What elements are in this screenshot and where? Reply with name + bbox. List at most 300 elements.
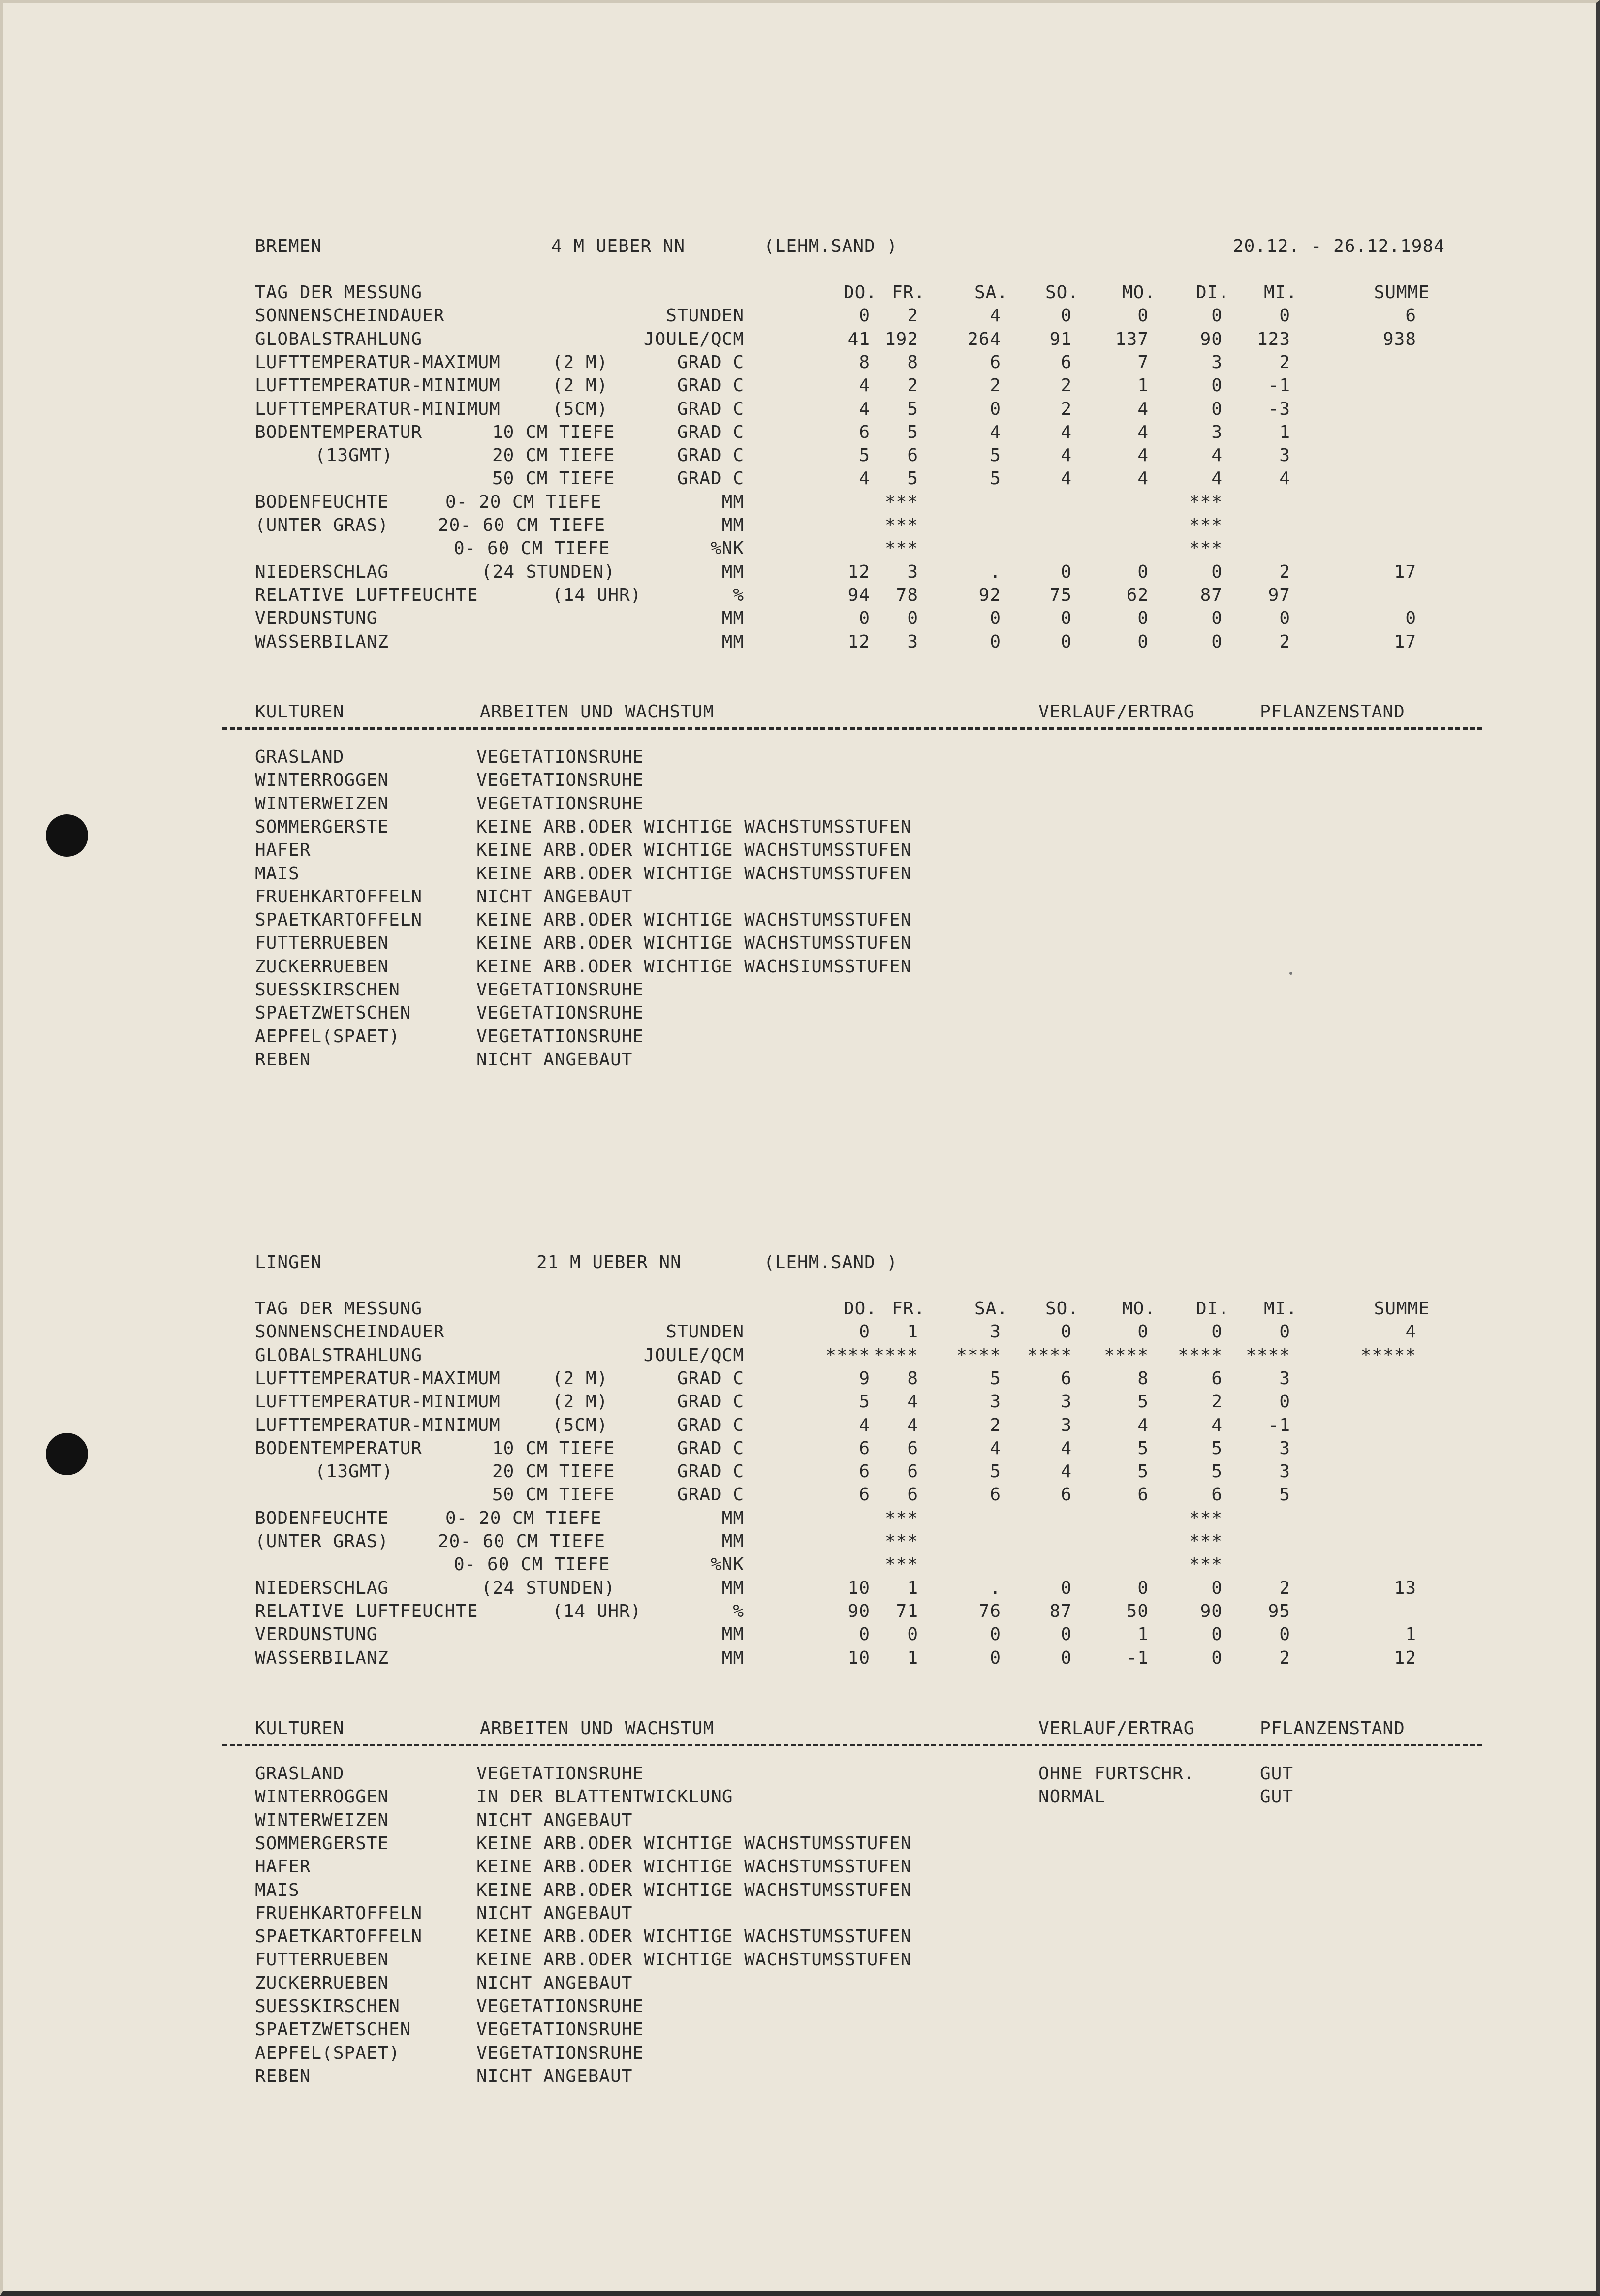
crop-name: GRASLAND (255, 747, 345, 767)
crop-name: SPAETZWETSCHEN (255, 2019, 411, 2040)
cell-value: 4 (1061, 468, 1072, 489)
cell-value: 4 (1137, 445, 1149, 466)
day-header: DO. (843, 282, 877, 303)
crop-activity: KEINE ARB.ODER WICHTIGE WACHSTUMSSTUFEN (476, 1950, 912, 1970)
crop-activity: KEINE ARB.ODER WICHTIGE WACHSTUMSSTUFEN (476, 933, 912, 954)
day-header: SO. (1045, 282, 1079, 303)
row-sublabel: (2 M) (552, 1368, 608, 1389)
cell-value: 4 (859, 468, 870, 489)
sum-value: 0 (1405, 608, 1416, 629)
crop-activity: VEGETATIONSRUHE (476, 2043, 644, 2063)
separator-line (222, 1744, 1482, 1746)
station-soil-type: (LEHM.SAND ) (764, 236, 898, 256)
row-label: BODENFEUCHTE (255, 492, 389, 512)
separator-line (222, 727, 1482, 730)
cell-value: *** (1189, 1554, 1223, 1575)
cell-value: 5 (1137, 1392, 1149, 1412)
row-sublabel: 10 CM TIEFE (492, 422, 615, 442)
cell-value: 0 (859, 1322, 870, 1342)
sum-value: 4 (1405, 1322, 1416, 1342)
cell-value: 90 (1200, 1601, 1223, 1621)
crop-name: FRUEHKARTOFFELN (255, 886, 423, 907)
row-unit: GRAD C (677, 1438, 744, 1458)
crop-name: WINTERWEIZEN (255, 1810, 389, 1831)
row-unit: MM (722, 1578, 744, 1598)
crop-activity: VEGETATIONSRUHE (476, 1003, 644, 1024)
cell-value: 6 (1137, 1485, 1149, 1505)
row-unit: %NK (710, 538, 744, 559)
cell-value: -1 (1268, 375, 1290, 396)
cell-value: **** (1027, 1345, 1072, 1365)
row-sublabel: (5CM) (552, 1415, 608, 1435)
row-sublabel: 10 CM TIEFE (492, 1438, 615, 1458)
cell-value: 0 (1061, 1624, 1072, 1645)
cell-value: 76 (978, 1601, 1001, 1621)
cell-value: 4 (1137, 1415, 1149, 1435)
cell-value: 90 (1200, 329, 1223, 349)
crop-activity: VEGETATIONSRUHE (476, 1996, 644, 2017)
cell-value: 0 (1137, 306, 1149, 326)
row-sublabel: (24 STUNDEN) (481, 561, 616, 582)
cell-value: 0 (1137, 1578, 1149, 1598)
day-header: SO. (1045, 1299, 1079, 1319)
cell-value: 5 (859, 445, 870, 466)
cell-value: 2 (907, 375, 918, 396)
crop-name: SPAETKARTOFFELN (255, 910, 423, 931)
cell-value: 0 (1061, 1578, 1072, 1598)
sum-value: 17 (1394, 631, 1416, 652)
cell-value: *** (884, 1554, 918, 1575)
cell-value: 0 (1211, 1624, 1223, 1645)
cell-value: 6 (990, 352, 1001, 372)
day-header: SA. (974, 282, 1008, 303)
cell-value: 3 (1279, 1461, 1290, 1482)
crop-name: WINTERWEIZEN (255, 793, 389, 814)
cell-value: 4 (1061, 422, 1072, 442)
sum-value: 13 (1394, 1578, 1416, 1598)
crop-name: WINTERROGGEN (255, 770, 389, 791)
cell-value: 0 (1211, 306, 1223, 326)
cell-value: 4 (990, 1438, 1001, 1458)
cell-value: 2 (1279, 352, 1290, 372)
cell-value: 1 (1137, 375, 1149, 396)
paper-speck (1289, 972, 1292, 975)
cell-value: 0 (1211, 1322, 1223, 1342)
row-unit: GRAD C (677, 1485, 744, 1505)
row-unit: JOULE/QCM (643, 1345, 744, 1365)
row-sublabel: 20- 60 CM TIEFE (438, 515, 606, 535)
report-period: 20.12. - 26.12.1984 (1233, 236, 1445, 256)
cell-value: 2 (990, 1415, 1001, 1435)
cell-value: 12 (847, 561, 870, 582)
cell-value: *** (884, 492, 918, 512)
cell-value: 4 (990, 306, 1001, 326)
row-sublabel: (2 M) (552, 1392, 608, 1412)
row-label: LUFTTEMPERATUR-MINIMUM (255, 1415, 501, 1435)
sum-value: 6 (1405, 306, 1416, 326)
cell-value: 0 (990, 631, 1001, 652)
cell-value: 0 (1061, 1322, 1072, 1342)
cell-value: 0 (859, 1624, 870, 1645)
cell-value: 6 (1061, 1485, 1072, 1505)
cell-value: 6 (907, 1438, 918, 1458)
cell-value: 50 (1126, 1601, 1149, 1621)
cell-value: 5 (907, 468, 918, 489)
punch-hole-lower (46, 1433, 88, 1475)
crop-state: GUT (1260, 1787, 1294, 1807)
cell-value: 87 (1200, 585, 1223, 605)
cell-value: 0 (1279, 1322, 1290, 1342)
cell-value: 0 (1211, 375, 1223, 396)
cell-value: -1 (1126, 1647, 1149, 1668)
cell-value: 91 (1049, 329, 1072, 349)
row-sublabel: 20 CM TIEFE (492, 1461, 615, 1482)
cell-value: 192 (884, 329, 918, 349)
crop-activity: KEINE ARB.ODER WICHTIGE WACHSTUMSSTUFEN (476, 840, 912, 861)
row-label: GLOBALSTRAHLUNG (255, 329, 423, 349)
crop-name: FRUEHKARTOFFELN (255, 1903, 423, 1924)
cell-value: 0 (990, 1647, 1001, 1668)
row-label: LUFTTEMPERATUR-MAXIMUM (255, 352, 501, 372)
cell-value: 92 (978, 585, 1001, 605)
cell-value: -3 (1268, 399, 1290, 419)
row-sublabel: 0- 20 CM TIEFE (445, 492, 602, 512)
crop-activity: KEINE ARB.ODER WICHTIGE WACHSTUMSSTUFEN (476, 1880, 912, 1900)
cell-value: 5 (990, 445, 1001, 466)
sum-header: SUMME (1374, 282, 1430, 303)
cell-value: 2 (1279, 1578, 1290, 1598)
cell-value: 5 (1211, 1438, 1223, 1458)
row-sublabel: 20 CM TIEFE (492, 445, 615, 466)
cell-value: 1 (907, 1322, 918, 1342)
cell-value: *** (884, 515, 918, 535)
row-label: VERDUNSTUNG (255, 1624, 378, 1645)
crop-name: HAFER (255, 840, 311, 861)
crops-header-work: ARBEITEN UND WACHSTUM (480, 702, 715, 722)
crop-activity: VEGETATIONSRUHE (476, 770, 644, 791)
row-unit: STUNDEN (666, 1322, 744, 1342)
cell-value: 4 (1211, 445, 1223, 466)
cell-value: *** (1189, 1531, 1223, 1551)
cell-value: 0 (859, 608, 870, 629)
station-name: BREMEN (255, 236, 322, 256)
row-unit: MM (722, 1647, 744, 1668)
day-header: DO. (843, 1299, 877, 1319)
cell-value: 78 (896, 585, 918, 605)
table-label: TAG DER MESSUNG (255, 1299, 423, 1319)
day-header: FR. (891, 1299, 925, 1319)
crop-name: SOMMERGERSTE (255, 1833, 389, 1854)
crops-header-state: PFLANZENSTAND (1260, 1718, 1405, 1738)
cell-value: 0 (1279, 1392, 1290, 1412)
sum-header: SUMME (1374, 1299, 1430, 1319)
cell-value: 5 (1137, 1438, 1149, 1458)
crop-name: MAIS (255, 863, 300, 884)
row-unit: MM (722, 492, 744, 512)
crop-activity: KEINE ARB.ODER WICHTIGE WACHSTUMSSTUFEN (476, 816, 912, 837)
cell-value: 264 (967, 329, 1001, 349)
cell-value: 5 (859, 1392, 870, 1412)
crop-activity: IN DER BLATTENTWICKLUNG (476, 1787, 733, 1807)
cell-value: 4 (859, 399, 870, 419)
row-sublabel: 0- 20 CM TIEFE (445, 1508, 602, 1528)
crops-header-course: VERLAUF/ERTRAG (1038, 1718, 1195, 1738)
cell-value: 90 (847, 1601, 870, 1621)
station-name: LINGEN (255, 1252, 322, 1272)
row-unit: GRAD C (677, 352, 744, 372)
cell-value: 6 (990, 1485, 1001, 1505)
cell-value: 0 (1211, 1647, 1223, 1668)
cell-value: 0 (1061, 561, 1072, 582)
cell-value: 95 (1268, 1601, 1290, 1621)
cell-value: 1 (1279, 422, 1290, 442)
crop-name: FUTTERRUEBEN (255, 1950, 389, 1970)
crop-course: NORMAL (1038, 1787, 1106, 1807)
cell-value: 3 (1211, 422, 1223, 442)
cell-value: 2 (1279, 561, 1290, 582)
day-header: FR. (891, 282, 925, 303)
day-header: SA. (974, 1299, 1008, 1319)
cell-value: 0 (1211, 561, 1223, 582)
crop-name: MAIS (255, 1880, 300, 1900)
cell-value: 0 (1061, 1647, 1072, 1668)
row-unit: GRAD C (677, 468, 744, 489)
row-sublabel: 0- 60 CM TIEFE (454, 538, 610, 559)
cell-value: 0 (1279, 1624, 1290, 1645)
crop-name: AEPFEL(SPAET) (255, 1026, 400, 1047)
cell-value: 3 (907, 561, 918, 582)
cell-value: 4 (1137, 399, 1149, 419)
crop-name: SUESSKIRSCHEN (255, 1996, 400, 2017)
crop-name: GRASLAND (255, 1764, 345, 1784)
cell-value: 4 (1211, 468, 1223, 489)
crop-activity: NICHT ANGEBAUT (476, 1973, 633, 1993)
crops-header-course: VERLAUF/ERTRAG (1038, 702, 1195, 722)
cell-value: 3 (1061, 1392, 1072, 1412)
crop-name: AEPFEL(SPAET) (255, 2043, 400, 2063)
crop-activity: NICHT ANGEBAUT (476, 1049, 633, 1070)
cell-value: 5 (1279, 1485, 1290, 1505)
cell-value: 0 (1137, 561, 1149, 582)
sum-value: 938 (1382, 329, 1416, 349)
crop-name: REBEN (255, 2066, 311, 2086)
table-label: TAG DER MESSUNG (255, 282, 423, 303)
crop-activity: NICHT ANGEBAUT (476, 1810, 633, 1831)
row-unit: MM (722, 608, 744, 629)
row-label: LUFTTEMPERATUR-MINIMUM (255, 1392, 501, 1412)
cell-value: 62 (1126, 585, 1149, 605)
crop-name: WINTERROGGEN (255, 1787, 389, 1807)
row-label: WASSERBILANZ (255, 631, 389, 652)
cell-value: 4 (1137, 468, 1149, 489)
cell-value: 0 (1211, 1578, 1223, 1598)
cell-value: 0 (1061, 631, 1072, 652)
crop-activity: NICHT ANGEBAUT (476, 886, 633, 907)
punch-hole-upper (46, 814, 88, 857)
crop-activity: KEINE ARB.ODER WICHTIGE WACHSTUMSSTUFEN (476, 863, 912, 884)
row-unit: GRAD C (677, 375, 744, 396)
crop-name: FUTTERRUEBEN (255, 933, 389, 954)
crop-activity: KEINE ARB.ODER WICHTIGE WACHSTUMSSTUFEN (476, 1833, 912, 1854)
row-unit: MM (722, 1531, 744, 1551)
cell-value: 6 (1061, 352, 1072, 372)
cell-value: 94 (847, 585, 870, 605)
cell-value: 5 (1211, 1461, 1223, 1482)
row-unit: MM (722, 1624, 744, 1645)
cell-value: 4 (859, 1415, 870, 1435)
row-label: SONNENSCHEINDAUER (255, 306, 445, 326)
cell-value: 5 (907, 399, 918, 419)
crops-header-state: PFLANZENSTAND (1260, 702, 1405, 722)
cell-value: 5 (990, 1368, 1001, 1389)
cell-value: 123 (1256, 329, 1290, 349)
cell-value: 2 (1061, 399, 1072, 419)
cell-value: *** (1189, 515, 1223, 535)
row-label: BODENTEMPERATUR (255, 1438, 423, 1458)
row-unit: MM (722, 1508, 744, 1528)
sum-value: 17 (1394, 561, 1416, 582)
sum-value: 12 (1394, 1647, 1416, 1668)
cell-value: 87 (1049, 1601, 1072, 1621)
cell-value: 6 (1211, 1368, 1223, 1389)
row-label: NIEDERSCHLAG (255, 561, 389, 582)
cell-value: 0 (907, 608, 918, 629)
cell-value: 4 (1061, 1461, 1072, 1482)
day-header: MO. (1122, 282, 1156, 303)
cell-value: 4 (907, 1392, 918, 1412)
cell-value: 4 (859, 375, 870, 396)
day-header: MI. (1263, 282, 1297, 303)
cell-value: 3 (990, 1392, 1001, 1412)
crop-name: SPAETKARTOFFELN (255, 1926, 423, 1947)
cell-value: 2 (1279, 1647, 1290, 1668)
cell-value: 3 (1279, 1368, 1290, 1389)
cell-value: 5 (1137, 1461, 1149, 1482)
row-sublabel: (24 STUNDEN) (481, 1578, 616, 1598)
cell-value: **** (1178, 1345, 1223, 1365)
cell-value: . (990, 561, 1001, 582)
row-sublabel: (14 UHR) (552, 585, 642, 605)
sum-value: 1 (1405, 1624, 1416, 1645)
row-sublabel: 50 CM TIEFE (492, 468, 615, 489)
crop-name: HAFER (255, 1857, 311, 1877)
cell-value: 6 (1211, 1485, 1223, 1505)
cell-value: 6 (859, 1438, 870, 1458)
crop-activity: KEINE ARB.ODER WICHTIGE WACHSTUMSSTUFEN (476, 1857, 912, 1877)
cell-value: 3 (907, 631, 918, 652)
crop-name: REBEN (255, 1049, 311, 1070)
crop-name: ZUCKERRUEBEN (255, 956, 389, 977)
cell-value: 2 (1279, 631, 1290, 652)
cell-value: 3 (990, 1322, 1001, 1342)
cell-value: 8 (907, 352, 918, 372)
row-unit: STUNDEN (666, 306, 744, 326)
row-label: RELATIVE LUFTFEUCHTE (255, 585, 478, 605)
cell-value: 0 (1211, 631, 1223, 652)
row-unit: GRAD C (677, 1368, 744, 1389)
day-header: MI. (1263, 1299, 1297, 1319)
cell-value: 1 (907, 1578, 918, 1598)
crops-header-culture: KULTUREN (255, 702, 345, 722)
crop-activity: VEGETATIONSRUHE (476, 793, 644, 814)
row-label: (13GMT) (315, 1461, 393, 1482)
crop-activity: NICHT ANGEBAUT (476, 2066, 633, 2086)
day-header: DI. (1195, 1299, 1229, 1319)
cell-value: 8 (859, 352, 870, 372)
row-sublabel: (14 UHR) (552, 1601, 642, 1621)
cell-value: 6 (907, 1485, 918, 1505)
crop-activity: VEGETATIONSRUHE (476, 980, 644, 1000)
cell-value: 3 (1211, 352, 1223, 372)
cell-value: 0 (1137, 1322, 1149, 1342)
cell-value: 6 (859, 1485, 870, 1505)
crop-name: SPAETZWETSCHEN (255, 1003, 411, 1024)
cell-value: 4 (1061, 445, 1072, 466)
crop-state: GUT (1260, 1764, 1294, 1784)
cell-value: 41 (847, 329, 870, 349)
cell-value: 3 (1279, 445, 1290, 466)
row-sublabel: 50 CM TIEFE (492, 1485, 615, 1505)
cell-value: 2 (1061, 375, 1072, 396)
row-unit: % (733, 585, 744, 605)
cell-value: 75 (1049, 585, 1072, 605)
cell-value: 7 (1137, 352, 1149, 372)
cell-value: 0 (859, 306, 870, 326)
cell-value: **** (956, 1345, 1001, 1365)
day-header: MO. (1122, 1299, 1156, 1319)
cell-value: 3 (1279, 1438, 1290, 1458)
station-elevation: 21 M UEBER NN (536, 1252, 682, 1272)
cell-value: **** (1246, 1345, 1290, 1365)
cell-value: 5 (990, 468, 1001, 489)
cell-value: 12 (847, 631, 870, 652)
cell-value: 4 (990, 422, 1001, 442)
row-label: (13GMT) (315, 445, 393, 466)
cell-value: 0 (1279, 608, 1290, 629)
row-unit: GRAD C (677, 1392, 744, 1412)
cell-value: 4 (1137, 422, 1149, 442)
cell-value: 2 (1211, 1392, 1223, 1412)
cell-value: 97 (1268, 585, 1290, 605)
row-label: NIEDERSCHLAG (255, 1578, 389, 1598)
cell-value: **** (1104, 1345, 1149, 1365)
cell-value: 8 (1137, 1368, 1149, 1389)
cell-value: 4 (907, 1415, 918, 1435)
row-label: (UNTER GRAS) (255, 515, 389, 535)
row-label: GLOBALSTRAHLUNG (255, 1345, 423, 1365)
cell-value: 0 (1137, 631, 1149, 652)
cell-value: 6 (1061, 1368, 1072, 1389)
cell-value: **** (825, 1345, 870, 1365)
crop-activity: VEGETATIONSRUHE (476, 1026, 644, 1047)
cell-value: 0 (990, 1624, 1001, 1645)
row-unit: GRAD C (677, 445, 744, 466)
crop-name: SUESSKIRSCHEN (255, 980, 400, 1000)
cell-value: 0 (1211, 399, 1223, 419)
row-unit: MM (722, 631, 744, 652)
row-label: BODENTEMPERATUR (255, 422, 423, 442)
row-label: RELATIVE LUFTFEUCHTE (255, 1601, 478, 1621)
cell-value: 2 (907, 306, 918, 326)
row-unit: GRAD C (677, 1461, 744, 1482)
crop-name: ZUCKERRUEBEN (255, 1973, 389, 1993)
row-label: LUFTTEMPERATUR-MINIMUM (255, 375, 501, 396)
cell-value: 5 (907, 422, 918, 442)
cell-value: *** (884, 538, 918, 559)
cell-value: 0 (990, 399, 1001, 419)
cell-value: *** (884, 1531, 918, 1551)
station-soil-type: (LEHM.SAND ) (764, 1252, 898, 1272)
